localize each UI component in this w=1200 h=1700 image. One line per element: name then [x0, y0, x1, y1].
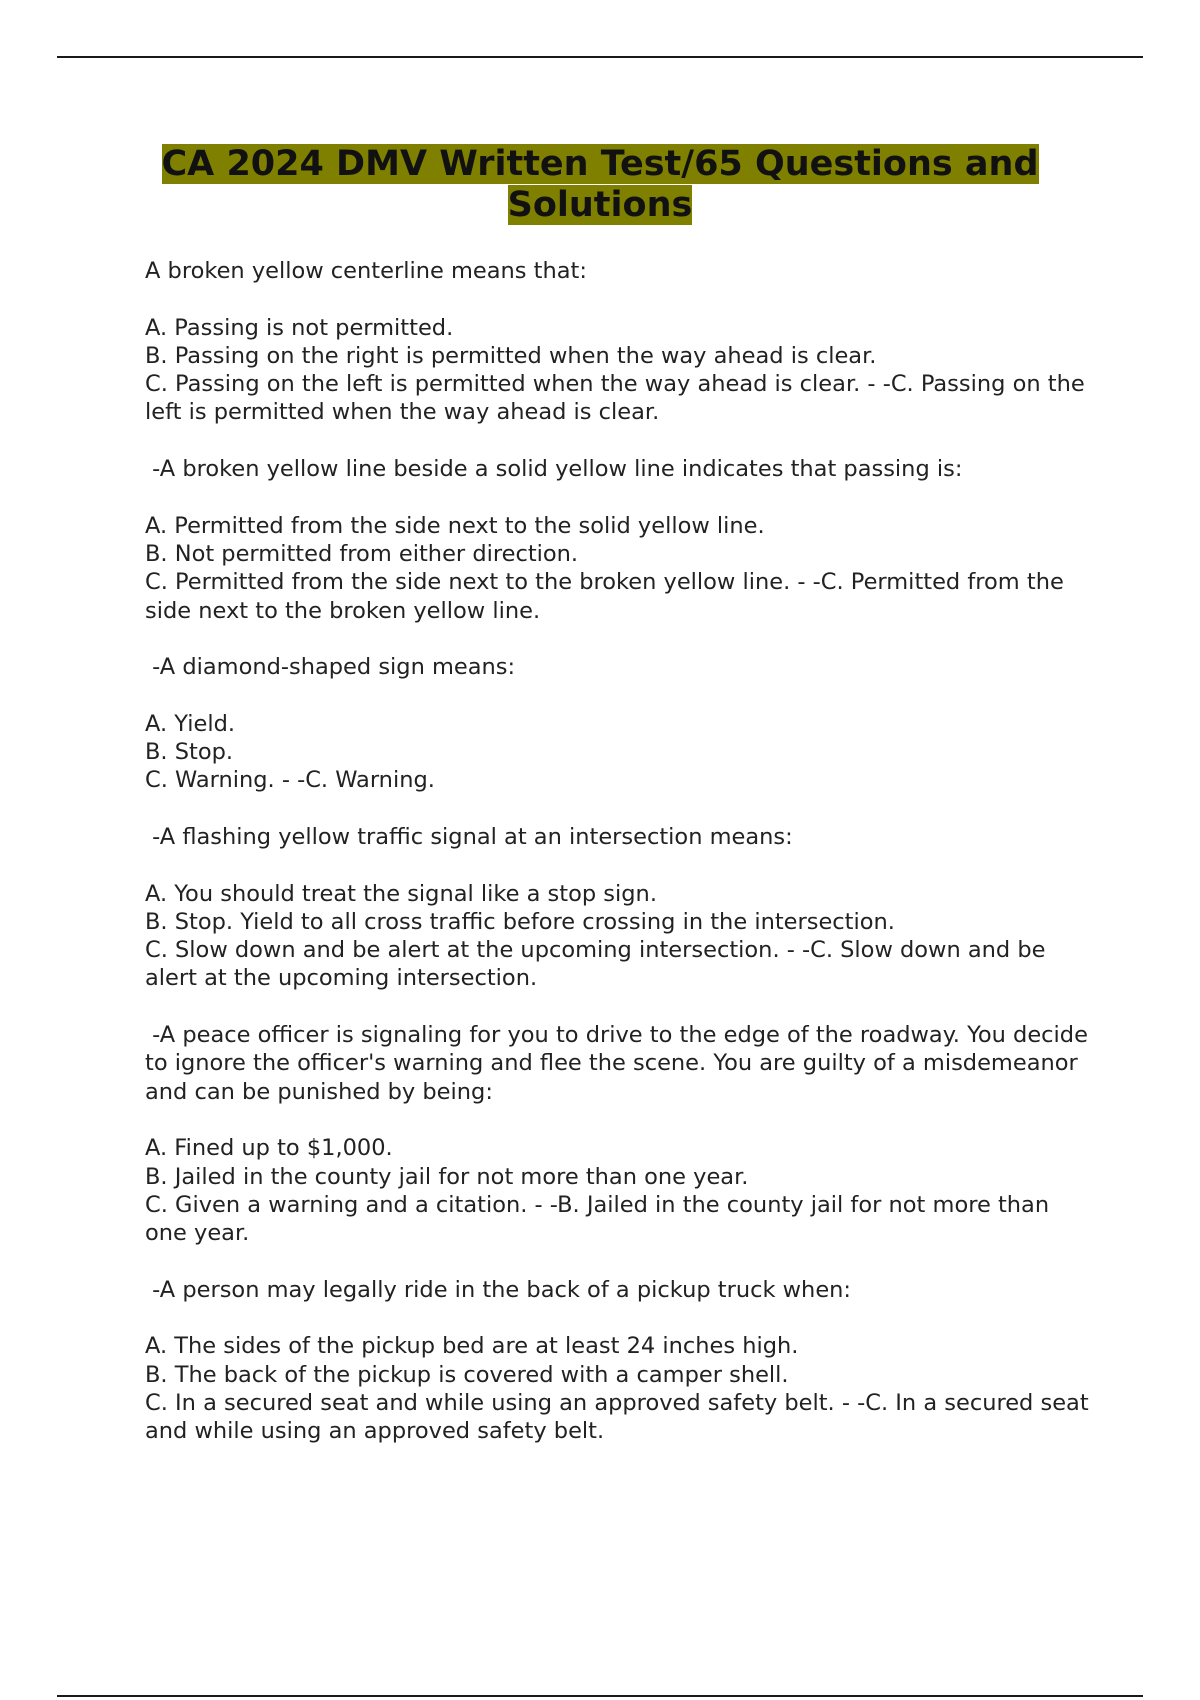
question-text: -A broken yellow line beside a solid yellow line indicates that passing is:	[145, 456, 963, 483]
question-text: -A peace officer is signaling for you to drive to the edge of the roadway. You decide to ignore the officer's warning and flee the scene. You are guilty of a misdemeanor and can be punished by being:	[145, 1022, 1096, 1105]
answer-option-b: B. Not permitted from either direction.	[145, 540, 579, 567]
answer-option-b: B. Stop. Yield to all cross traffic before crossing in the intersection.	[145, 908, 895, 935]
question-block-2	[145, 455, 1090, 625]
answer-option-a: A. Yield.	[145, 710, 236, 737]
top-rule	[57, 56, 1143, 58]
answer-options	[145, 880, 1090, 993]
answer-option-c-with-solution: C. In a secured seat and while using an approved safety belt. - -C. In a secured seat and while using an approved safety belt.	[145, 1389, 1089, 1445]
answer-option-b: B. The back of the pickup is covered with a camper shell.	[145, 1361, 789, 1388]
answer-option-c-with-solution: C. Warning. - -C. Warning.	[145, 767, 435, 794]
question-block-3	[145, 653, 1090, 794]
answer-options	[145, 512, 1090, 625]
question-block-6	[145, 1276, 1090, 1446]
answer-option-a: A. The sides of the pickup bed are at least 24 inches high.	[145, 1333, 799, 1360]
question-list	[145, 257, 1096, 1474]
question-text: -A flashing yellow traffic signal at an intersection means:	[145, 823, 793, 850]
bottom-rule	[57, 1695, 1143, 1697]
answer-option-a: A. Fined up to $1,000.	[145, 1135, 393, 1162]
answer-option-c-with-solution: C. Permitted from the side next to the broken yellow line. - -C. Permitted from the side next to the broken yellow line.	[145, 569, 1064, 624]
question-text: -A diamond-shaped sign means:	[145, 654, 516, 681]
answer-options	[145, 1134, 1090, 1247]
answer-option-c-with-solution: C. Slow down and be alert at the upcoming intersection. - -C. Slow down and be alert at the upcoming intersection.	[145, 937, 1046, 992]
answer-option-b: B. Stop.	[145, 739, 234, 766]
question-block-5	[145, 1021, 1096, 1247]
question-text: -A person may legally ride in the back of a pickup truck when:	[145, 1276, 851, 1303]
question-text: A broken yellow centerline means that:	[145, 258, 587, 284]
answer-options	[145, 314, 1090, 427]
answer-option-c-with-solution: C. Given a warning and a citation. - -B. Jailed in the county jail for not more than one year.	[145, 1191, 1050, 1247]
answer-option-a: A. You should treat the signal like a stop sign.	[145, 880, 657, 907]
answer-options	[145, 1332, 1090, 1445]
answer-option-a: A. Permitted from the side next to the solid yellow line.	[145, 512, 765, 539]
answer-option-a: A. Passing is not permitted.	[145, 314, 454, 341]
answer-option-b: B. Passing on the right is permitted when the way ahead is clear.	[145, 342, 877, 369]
question-block-1	[145, 257, 1090, 427]
answer-option-b: B. Jailed in the county jail for not more than one year.	[145, 1163, 749, 1190]
answer-option-c-with-solution: C. Passing on the left is permitted when the way ahead is clear. - -C. Passing on the left is permitted when the way ahead is clear.	[145, 371, 1085, 426]
question-block-4	[145, 823, 1090, 993]
answer-options	[145, 710, 1090, 795]
document-title: CA 2024 DMV Written Test/65 Questions and Solutions	[161, 144, 1039, 225]
title-block	[100, 144, 1100, 226]
